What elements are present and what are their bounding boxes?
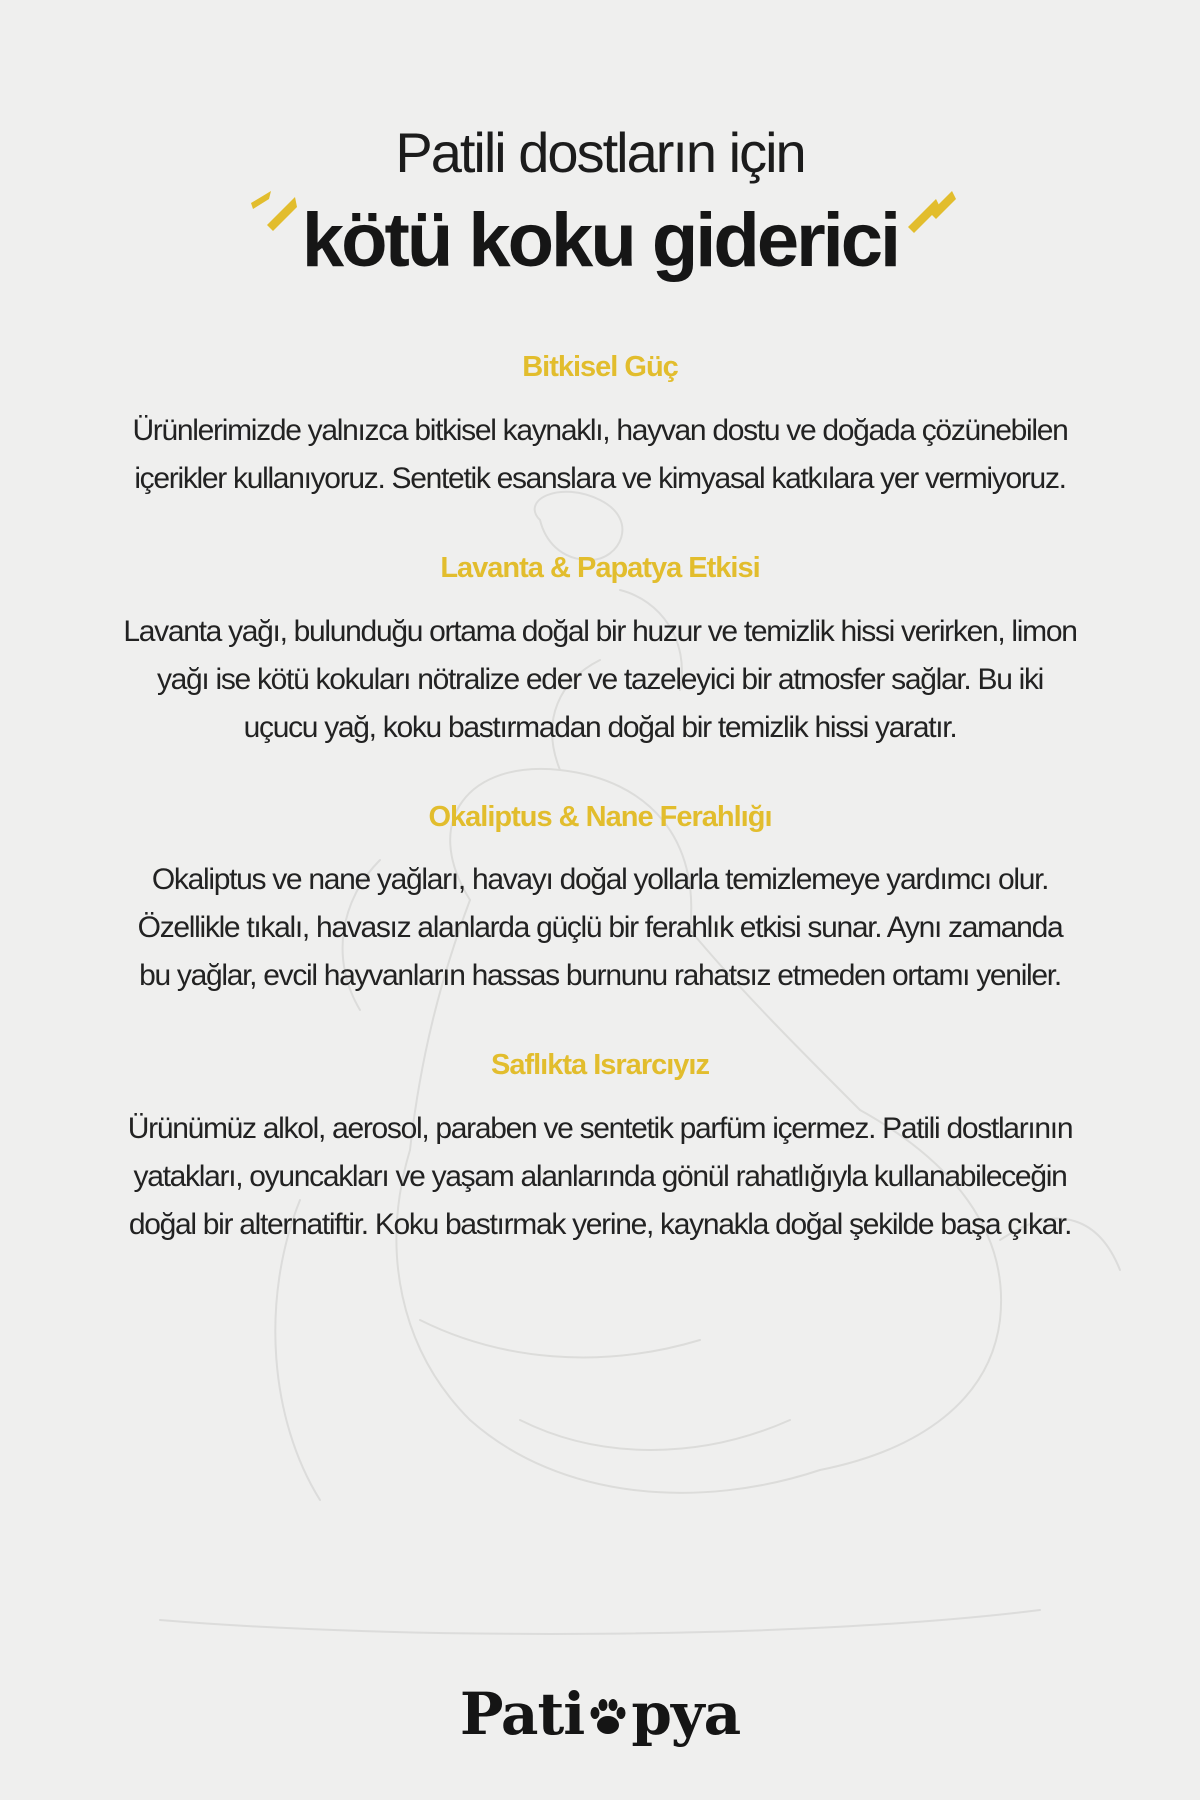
- feature-sections: [120, 350, 1080, 1297]
- brand-logo: [0, 1680, 1200, 1748]
- logo-text-start: Pati: [459, 1680, 585, 1748]
- header-title: kötü koku giderici: [301, 198, 899, 283]
- paw-icon: [586, 1696, 630, 1740]
- section-title: Lavanta & Papatya Etkisi: [440, 551, 760, 584]
- section-lavanta-papatya: [120, 551, 1080, 752]
- section-bitkisel-guc: [120, 350, 1080, 503]
- section-title: Saflıkta Israrcıyız: [491, 1049, 709, 1082]
- section-body: Ürünlerimizde yalnızca bitkisel kaynaklı, hayvan dostu ve doğada çözünebilen içerikler kullanıyoruz. Sentetik esanslara ve kimyasal katkılara yer vermiyoruz.: [132, 413, 1068, 495]
- section-body: Lavanta yağı, bulunduğu ortama doğal bir huzur ve temizlik hissi verirken, limon yağı ise kötü kokuları nötralize eder ve tazeleyici bir atmosfer sağlar. Bu iki uçucu yağ, koku bastırmadan doğal bir temizlik hissi yaratır.: [123, 614, 1077, 744]
- left-accent-marks-icon: [245, 183, 305, 243]
- section-body: Ürünümüz alkol, aerosol, paraben ve sentetik parfüm içermez. Patili dostlarının yatakları, oyuncakları ve yaşam alanlarında gönül rahatlığıyla kullanabileceğin doğal bir alternatiftir. Koku bastırmak yerine, kaynakla doğal şekilde başa çıkar.: [127, 1112, 1073, 1242]
- section-okaliptus-nane: [120, 800, 1080, 1001]
- section-title: Bitkisel Güç: [522, 351, 678, 383]
- poster-header: [0, 121, 1200, 293]
- section-title: Okaliptus & Nane Ferahlığı: [428, 800, 772, 833]
- section-body: Okaliptus ve nane yağları, havayı doğal yollarla temizlemeye yardımcı olur. Özellikle tıkalı, havasız alanlarda güçlü bir ferahlık etkisi sunar. Aynı zamanda bu yağlar, evcil hayvanların hassas burnunu rahatsız etmeden ortamı yeniler.: [137, 863, 1063, 993]
- header-title-row: [0, 198, 1200, 293]
- section-saflik: [120, 1048, 1080, 1249]
- header-subtitle: Patili dostların için: [395, 121, 805, 184]
- right-accent-marks-icon: [900, 183, 960, 243]
- logo-text-end: pya: [631, 1680, 741, 1748]
